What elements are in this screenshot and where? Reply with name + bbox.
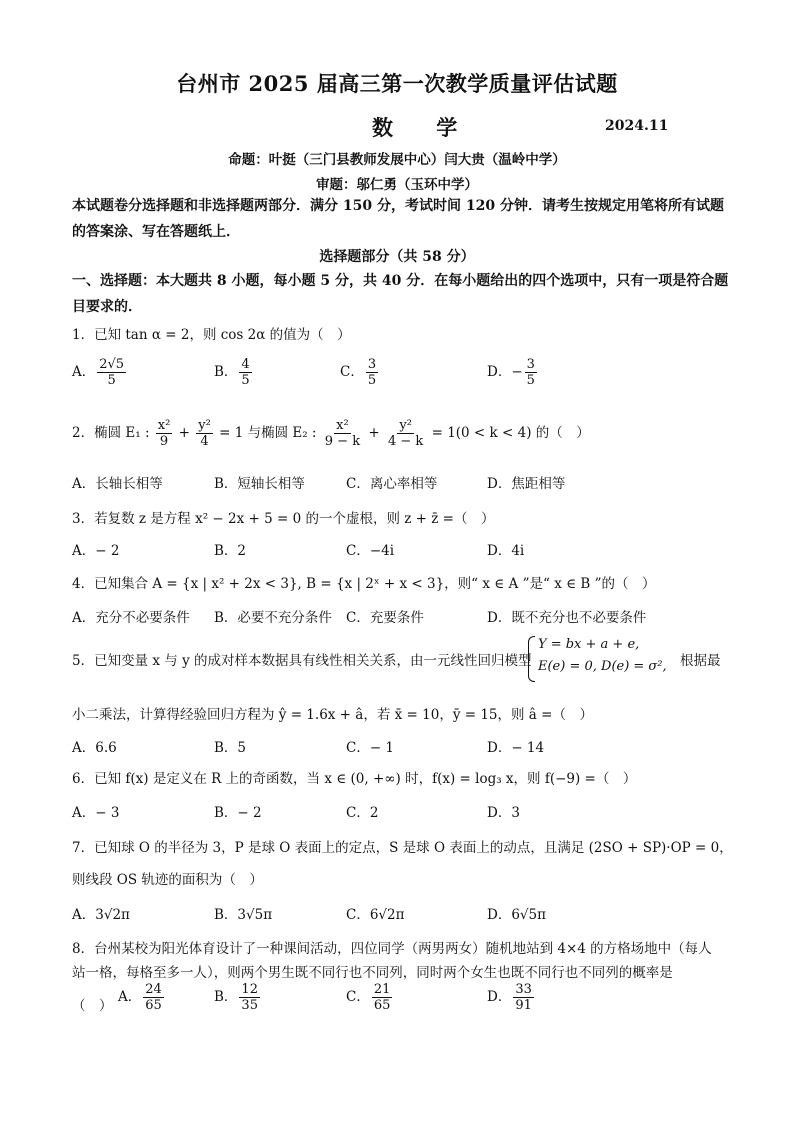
q2-frac2 bbox=[196, 418, 213, 449]
q1-a-den: 5 bbox=[107, 373, 116, 388]
q2-f1-den: 9 bbox=[159, 434, 169, 449]
q1-b-den: 5 bbox=[241, 373, 250, 388]
q8-stem-line1: 8．台州某校为阳光体育设计了一种课间活动，四位同学（两男两女）随机地站到 4×4 的方格场地中（每人 bbox=[72, 941, 712, 957]
q8-a-den: 65 bbox=[145, 998, 162, 1013]
q3-option-c: C．−4i bbox=[346, 543, 395, 559]
q7-stem-line1: 7．已知球 O 的半径为 3，P 是球 O 表面上的定点，S 是球 O 表面上的动点，且满足 (2SO + SP)·OP = 0， bbox=[72, 840, 733, 856]
q8-d-label: D． bbox=[487, 989, 512, 1005]
q1-c-den: 5 bbox=[367, 373, 377, 388]
q8-a-fraction bbox=[143, 982, 164, 1013]
q8-b-fraction bbox=[239, 982, 260, 1013]
q2-option-a: A．长轴长相等 bbox=[72, 476, 163, 492]
q2-stem bbox=[72, 418, 590, 449]
authors-line: 命题：叶挺（三门县教师发展中心）闫大贵（温岭中学） bbox=[228, 152, 566, 168]
q1-d-label: D．− bbox=[487, 364, 523, 380]
exam-title: 台州市 2025 届高三第一次教学质量评估试题 bbox=[176, 71, 618, 96]
q5-system-eq2: E(e) = 0, D(e) = σ², bbox=[538, 659, 667, 674]
q7-option-b: B．3√5π bbox=[214, 907, 273, 923]
q4-stem: 4．已知集合 A = {x | x² + 2x < 3}, B = {x | 2ˣ + x < 3}，则“ x ∈ A ”是“ x ∈ B ”的（ ） bbox=[72, 576, 656, 592]
q5-option-a: A．6.6 bbox=[72, 740, 117, 756]
q5-system-eq1: Y = bx + a + e, bbox=[538, 637, 640, 652]
q7-stem-line2: 则线段 OS 轨迹的面积为（ ） bbox=[72, 872, 263, 888]
q2-frac3 bbox=[323, 418, 362, 449]
q5-stem-line2: 小二乘法，计算得经验回归方程为 ŷ = 1.6x + â，若 x̄ = 10，ȳ = 15，则 â =（ ） bbox=[72, 707, 593, 723]
q1-a-num: 2√5 bbox=[99, 357, 125, 372]
q1-b-num: 4 bbox=[241, 357, 250, 372]
q2-pre: 2．椭圆 E₁ : bbox=[72, 425, 154, 441]
q1-stem: 1．已知 tan α = 2，则 cos 2α 的值为（ ） bbox=[72, 327, 351, 343]
q3-option-a: A．− 2 bbox=[72, 543, 120, 559]
q2-mid: = 1 与椭圆 E₂ : bbox=[214, 425, 321, 441]
q2-f4-den: 4 − k bbox=[387, 434, 424, 449]
q2-post: = 1(0 < k < 4) 的（ ） bbox=[427, 425, 590, 441]
q2-option-b: B．短轴长相等 bbox=[214, 476, 305, 492]
q1-option-c bbox=[340, 357, 380, 388]
q8-c-num: 21 bbox=[373, 982, 391, 997]
q2-f1-num: x² bbox=[157, 418, 171, 433]
q2-f2-den: 4 bbox=[200, 434, 209, 449]
q1-a-label: A． bbox=[72, 364, 96, 380]
section-title: 选择题部分（共 58 分） bbox=[319, 249, 475, 265]
q8-d-fraction bbox=[513, 982, 534, 1013]
subject-label: 数 学 bbox=[372, 115, 476, 140]
q2-f3-den: 9 − k bbox=[324, 434, 361, 449]
q3-option-d: D．4i bbox=[487, 543, 525, 559]
q6-option-c: C．2 bbox=[346, 805, 379, 821]
q1-b-label: B． bbox=[214, 364, 238, 380]
q5-option-c: C．− 1 bbox=[346, 740, 395, 756]
q8-stem-line2: 站一格，每格至多一人），则两个男生既不同行也不同列，同时两个女生也既不同行也不同列的概率是 bbox=[72, 965, 673, 981]
q4-option-b: B．必要不充分条件 bbox=[214, 610, 332, 626]
q5-regression-system bbox=[538, 634, 667, 678]
q8-b-num: 12 bbox=[241, 982, 258, 997]
q6-stem: 6．已知 f(x) 是定义在 R 上的奇函数，当 x ∈ (0, +∞) 时，f(x) = log₃ x，则 f(−9) =（ ） bbox=[72, 771, 637, 787]
q1-option-b bbox=[214, 357, 254, 388]
q8-d-num: 33 bbox=[515, 982, 532, 997]
q2-f2-num: y² bbox=[198, 418, 211, 433]
q4-option-d: D．既不充分也不必要条件 bbox=[487, 610, 647, 626]
reviewer-line: 审题：邬仁勇（玉环中学） bbox=[316, 177, 478, 193]
instructions: 本试题卷分选择题和非选择题两部分．满分 150 分，考试时间 120 分钟．请考生按规定用笔将所有试题的答案涂、写在答题纸上． bbox=[72, 198, 724, 240]
q5-option-b: B．5 bbox=[214, 740, 247, 756]
q3-stem: 3．若复数 z 是方程 x² − 2x + 5 = 0 的一个虚根，则 z + z̄ =（ ） bbox=[72, 511, 495, 527]
q1-c-label: C． bbox=[340, 364, 364, 380]
q3-option-b: B．2 bbox=[214, 543, 247, 559]
q8-option-b bbox=[214, 982, 262, 1013]
q2-frac4 bbox=[386, 418, 425, 449]
q2-f3-num: x² bbox=[336, 418, 349, 433]
q5-option-d: D．− 14 bbox=[487, 740, 545, 756]
q8-b-label: B． bbox=[214, 989, 238, 1005]
q1-d-num: 3 bbox=[526, 357, 535, 372]
q6-option-a: A．− 3 bbox=[72, 805, 120, 821]
q1-c-fraction bbox=[366, 357, 378, 388]
q8-a-num: 24 bbox=[145, 982, 162, 997]
q5-brace bbox=[528, 636, 535, 682]
q1-c-num: 3 bbox=[367, 357, 377, 372]
q2-plus1: + bbox=[174, 425, 195, 441]
q2-f4-num: y² bbox=[399, 418, 412, 433]
q1-d-den: 5 bbox=[526, 373, 535, 388]
q5-stem-tail: 根据最 bbox=[680, 653, 721, 669]
part-one-instructions: 一、选择题：本大题共 8 小题，每小题 5 分，共 40 分．在每小题给出的四个选项中，只有一项是符合题目要求的． bbox=[72, 273, 729, 315]
q8-c-label: C． bbox=[346, 989, 370, 1005]
q8-d-den: 91 bbox=[515, 998, 532, 1013]
q1-option-d bbox=[487, 357, 539, 388]
q8-option-c bbox=[346, 982, 394, 1013]
q8-option-d bbox=[487, 982, 536, 1013]
exam-date: 2024.11 bbox=[605, 118, 669, 134]
q8-b-den: 35 bbox=[241, 998, 258, 1013]
q8-paren: （ ） bbox=[72, 998, 113, 1014]
q8-c-fraction bbox=[372, 982, 393, 1013]
q8-c-den: 65 bbox=[373, 998, 391, 1013]
q2-option-d: D．焦距相等 bbox=[487, 476, 566, 492]
q2-plus2: + bbox=[364, 425, 384, 441]
q8-a-label: A． bbox=[118, 989, 142, 1005]
q2-option-c: C．离心率相等 bbox=[346, 476, 438, 492]
q1-a-fraction bbox=[97, 357, 126, 388]
q7-option-c: C．6√2π bbox=[346, 907, 405, 923]
q2-frac1 bbox=[156, 418, 173, 449]
q6-option-d: D．3 bbox=[487, 805, 520, 821]
q4-option-c: C．充要条件 bbox=[346, 610, 424, 626]
q1-b-fraction bbox=[239, 357, 251, 388]
q4-option-a: A．充分不必要条件 bbox=[72, 610, 190, 626]
q7-option-a: A．3√2π bbox=[72, 907, 130, 923]
q7-option-d: D．6√5π bbox=[487, 907, 546, 923]
q1-option-a bbox=[72, 357, 128, 388]
q5-stem-line1: 5．已知变量 x 与 y 的成对样本数据具有线性相关关系，由一元线性回归模型 bbox=[72, 653, 532, 669]
q1-d-fraction bbox=[525, 357, 537, 388]
q6-option-b: B．− 2 bbox=[214, 805, 262, 821]
q8-option-a bbox=[118, 982, 166, 1013]
